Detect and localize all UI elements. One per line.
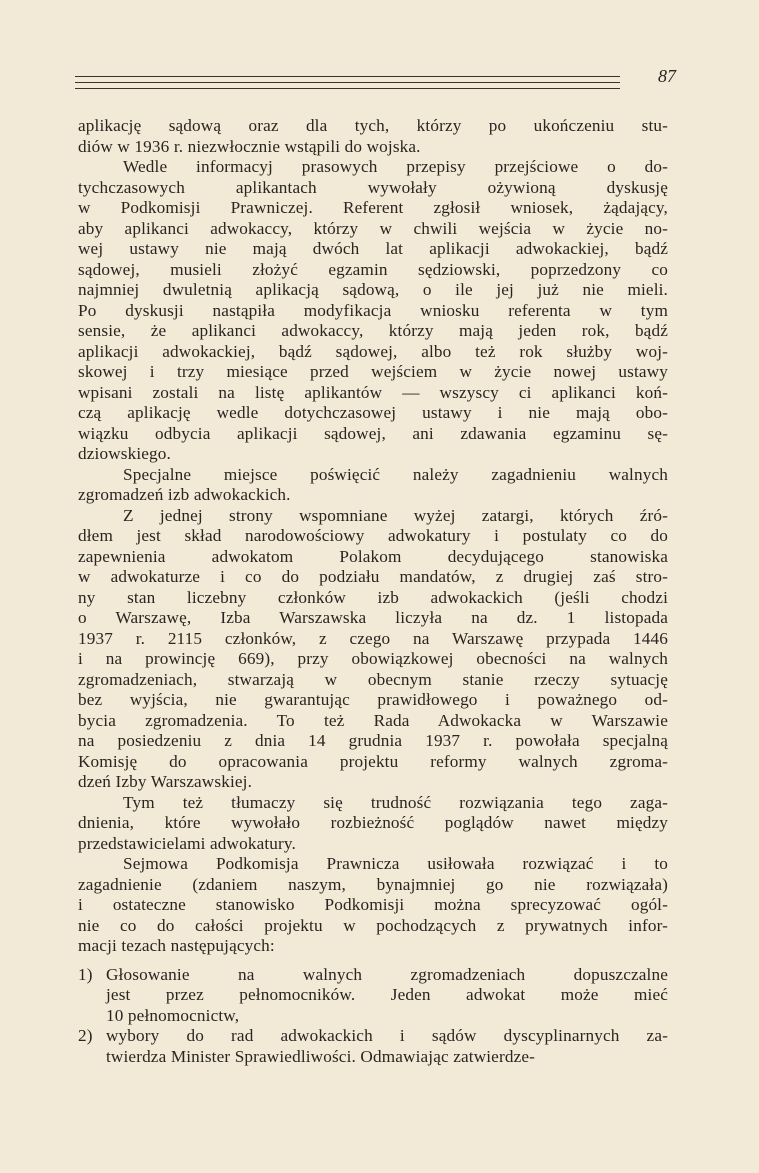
text-line: zgromadzeń izb adwokackich.: [78, 485, 291, 504]
text-line: sądowej, musieli złożyć egzamin sędziowski, poprzedzony co: [78, 259, 668, 279]
text-line: w adwokaturze i co do podziału mandatów, z drugiej zaś stro-: [78, 567, 668, 586]
text-line: dzeń Izby Warszawskiej.: [78, 772, 253, 791]
text-line: wpisani zostali na listę aplikantów — wszyscy ci aplikanci koń-: [78, 382, 668, 402]
text-line: czą aplikację wedle dotychczasowej ustawy i nie mają obo-: [78, 403, 668, 422]
text-line: aplikację sądową oraz dla tych, którzy po ukończeniu stu-: [78, 116, 668, 135]
header-rule: [75, 88, 620, 89]
text-line: najmniej dwuletnią aplikacją sądową, o ile jej już nie mieli.: [78, 280, 668, 299]
list-item: [78, 965, 668, 1027]
text-line: bycia zgromadzenia. To też Rada Adwokacka w Warszawie: [78, 710, 668, 730]
text-line: sensie, że aplikanci adwokaccy, którzy mają jeden rok, bądź: [78, 321, 668, 340]
text-line: 1937 r. 2115 członków, z czego na Warszawę przypada 1446: [78, 628, 668, 648]
text-line: Z jednej strony wspomniane wyżej zatargi, których źró-: [123, 505, 668, 525]
text-line: zagadnienie (zdaniem naszym, bynajmniej go nie rozwiązała): [78, 874, 668, 894]
text-line: Sejmowa Podkomisja Prawnicza usiłowała rozwiązać i to: [123, 854, 668, 873]
text-line: i ostateczne stanowisko Podkomisji można sprecyzować ogól-: [78, 895, 668, 914]
text-line: w Podkomisji Prawniczej. Referent zgłosił wniosek, żądający,: [78, 198, 668, 217]
paragraph: [78, 854, 668, 957]
text-line: wybory do rad adwokackich i sądów dyscyplinarnych za-: [106, 1026, 668, 1045]
list-spacer: [78, 957, 668, 965]
text-line: Komisję do opracowania projektu reformy walnych zgroma-: [78, 751, 668, 771]
list-item-number: 1): [78, 964, 93, 984]
paragraph: [78, 157, 668, 465]
text-line: tychczasowych aplikantach wywołały ożywioną dyskusję: [78, 177, 668, 197]
text-line: o Warszawę, Izba Warszawska liczyła na dz. 1 listopada: [78, 608, 668, 627]
text-line: 10 pełnomocnictw,: [106, 1005, 240, 1025]
text-line: wej ustawy nie mają dwóch lat aplikacji adwokackiej, bądź: [78, 239, 668, 258]
text-line: i na prowincję 669), przy obowiązkowej obecności na walnych: [78, 649, 668, 668]
text-line: dziowskiego.: [78, 444, 171, 463]
text-line: ny stan liczebny członków izb adwokackich (jeśli chodzi: [78, 587, 668, 607]
text-line: bez wyjścia, nie gwarantując prawidłowego i poważnego od-: [78, 690, 668, 709]
text-line: Tym też tłumaczy się trudność rozwiązania tego zaga-: [123, 792, 668, 812]
list-item-body: [106, 965, 668, 1027]
list-item-body: [106, 1026, 668, 1067]
text-line: Specjalne miejsce poświęcić należy zagadnieniu walnych: [123, 464, 668, 484]
paragraph: [78, 465, 668, 506]
body-text: [78, 116, 668, 1067]
text-line: dłem jest skład narodowościowy adwokatury i postulaty co do: [78, 526, 668, 545]
text-line: skowej i trzy miesiące przed wejściem w życie nowej ustawy: [78, 362, 668, 381]
paragraph: [78, 506, 668, 793]
header-rule: [75, 76, 620, 77]
text-line: macji tezach następujących:: [78, 936, 275, 955]
text-line: zgromadzeniach, stwarzają w obecnym stanie rzeczy sytuację: [78, 669, 668, 689]
text-line: Głosowanie na walnych zgromadzeniach dopuszczalne: [106, 964, 668, 984]
text-line: przedstawicielami adwokatury.: [78, 833, 296, 853]
paragraph: [78, 116, 668, 157]
text-line: jest przez pełnomocników. Jeden adwokat może mieć: [106, 985, 668, 1004]
list-item-number: 2): [78, 1026, 93, 1045]
list-item: [78, 1026, 668, 1067]
text-line: na posiedzeniu z dnia 14 grudnia 1937 r. powołała specjalną: [78, 731, 668, 750]
text-line: aby aplikanci adwokaccy, którzy w chwili wejścia w życie no-: [78, 218, 668, 238]
page-number: 87: [658, 66, 676, 86]
paragraph: [78, 793, 668, 855]
text-line: diów w 1936 r. niezwłocznie wstąpili do wojska.: [78, 136, 421, 156]
header-rule: [75, 82, 620, 83]
text-line: Wedle informacyj prasowych przepisy przejściowe o do-: [123, 157, 668, 176]
text-line: wiązku odbycia aplikacji sądowej, ani zdawania egzaminu sę-: [78, 423, 668, 443]
text-line: zapewnienia adwokatom Polakom decydującego stanowiska: [78, 546, 668, 566]
text-line: nie co do całości projektu w pochodzących z prywatnych infor-: [78, 915, 668, 935]
text-line: twierdza Minister Sprawiedliwości. Odmawiając zatwierdze-: [106, 1046, 536, 1066]
text-line: aplikacji adwokackiej, bądź sądowej, albo też rok służby woj-: [78, 341, 668, 361]
text-line: dnienia, które wywołało rozbieżność poglądów nawet między: [78, 813, 668, 832]
text-line: Po dyskusji nastąpiła modyfikacja wniosku referenta w tym: [78, 300, 668, 320]
